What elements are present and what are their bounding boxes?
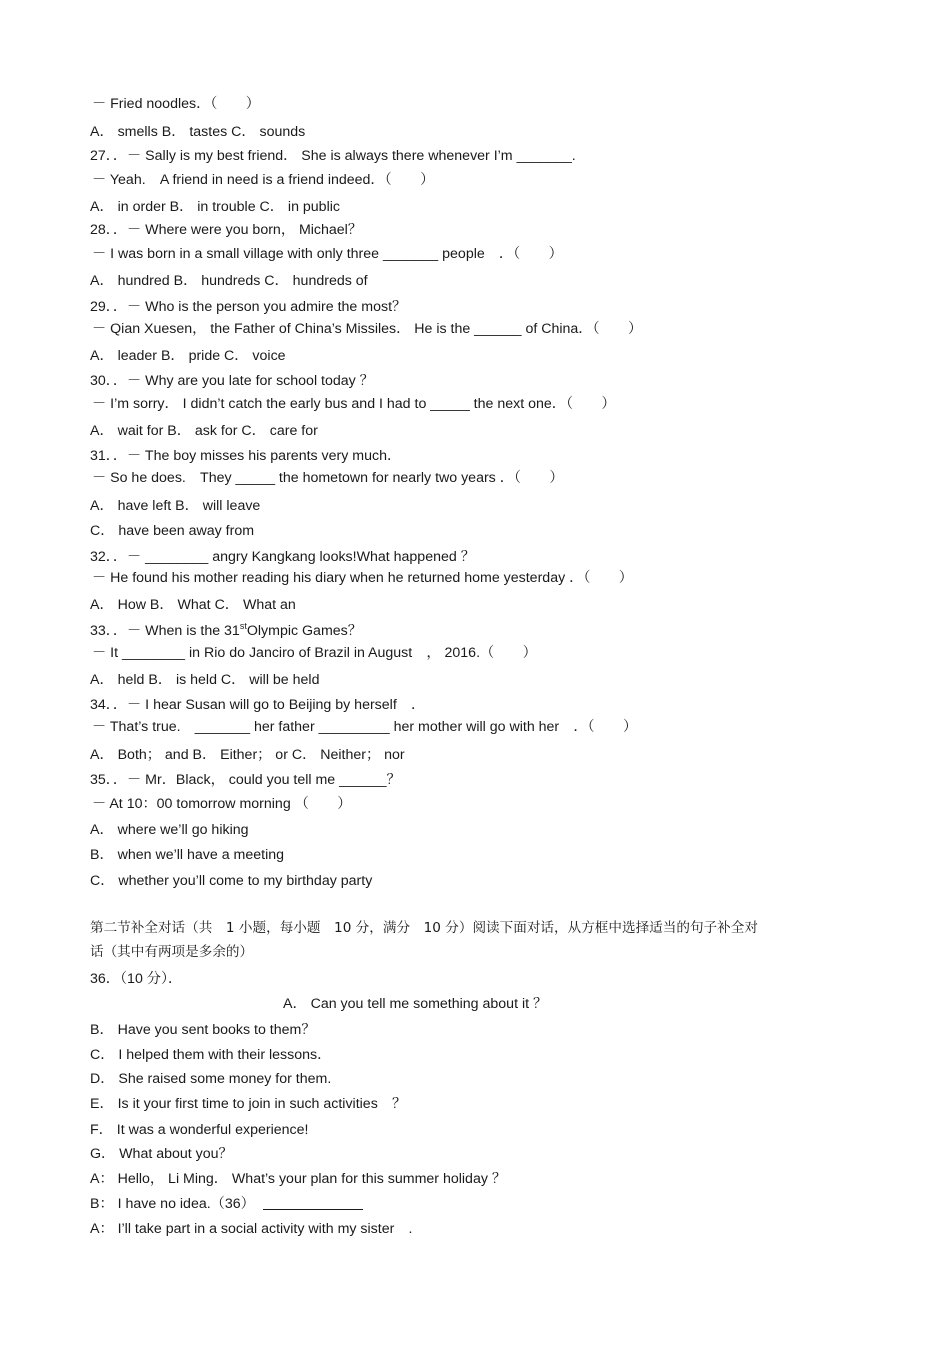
- text-line-22: [90, 622, 362, 640]
- text-line-20: － He found his mother reading his diary when he returned home yesterday ．（ ）: [92, 570, 633, 586]
- option-g: G． What about you？: [90, 1146, 233, 1162]
- text-line-25: 34．．－ I hear Susan will go to Beijing by herself ．: [90, 697, 426, 713]
- text-line-26: － That’s true. _______ her father _________ her mother will go with her ．（ ）: [92, 719, 638, 735]
- option-b: B． Have you sent books to them？: [90, 1022, 316, 1038]
- dialogue-line-1: A： Hello， Li Ming． What’s your plan for this summer holiday ？: [90, 1171, 507, 1187]
- text-line-04: － Yeah. A friend in need is a friend indeed．（ ）: [92, 172, 435, 188]
- answer-blank-36: [263, 1197, 363, 1210]
- text-line-10: － Qian Xuesen， the Father of China’s Missiles． He is the ______ of China．（ ）: [92, 321, 643, 337]
- text-line-28: 35．．－ Mr．Black， could you tell me ______？: [90, 772, 401, 788]
- dialogue-line-3: A： I’ll take part in a social activity with my sister .: [90, 1221, 413, 1237]
- text-line-24: A． held B． is held C． will be held: [90, 672, 320, 688]
- question-36-header: 36．（10 分）．: [90, 971, 183, 987]
- text-line-16: － So he does. They _____ the hometown for nearly two years ．（ ）: [92, 470, 564, 486]
- text-line-07: － I was born in a small village with only three _______ people ．（ ）: [92, 246, 563, 262]
- text-line-27: A． Both； and B． Either； or C． Neither； nor: [90, 747, 405, 763]
- text-line-23: － It ________ in Rio do Janciro of Brazil in August ， 2016.（ ）: [92, 645, 537, 661]
- option-e: E． Is it your first time to join in such activities ？: [90, 1096, 407, 1112]
- text-line-30: A． where we’ll go hiking: [90, 822, 249, 838]
- text-line-03: 27．．－ Sally is my best friend． She is always there whenever I’m _______.: [90, 148, 576, 164]
- option-f: F． It was a wonderful experience!: [90, 1122, 309, 1138]
- ordinal-suffix: st: [239, 621, 247, 631]
- q33-text-b: Olympic Games？: [246, 623, 362, 639]
- text-line-08: A． hundred B． hundreds C． hundreds of: [90, 273, 368, 289]
- section-heading-line2: 话（其中有两项是多余的）: [90, 944, 254, 960]
- text-line-32: C． whether you’ll come to my birthday party: [90, 873, 373, 889]
- text-line-05: A． in order B． in trouble C． in public: [90, 199, 340, 215]
- text-line-29: － At 10：00 tomorrow morning （ ）: [92, 796, 352, 812]
- text-line-14: A． wait for B． ask for C． care for: [90, 423, 318, 439]
- text-line-01: － Fried noodles．（ ）: [92, 96, 260, 112]
- text-line-17: A． have left B． will leave: [90, 498, 261, 514]
- option-d: D． She raised some money for them.: [90, 1071, 332, 1087]
- section-heading-line1: 第二节补全对话（共 1 小题，每小题 10 分，满分 10 分）阅读下面对话，从方框中选择适当的句子补全对: [90, 920, 758, 936]
- text-line-15: 31．．－ The boy misses his parents very much．: [90, 448, 402, 464]
- text-line-19: 32．．－ ________ angry Kangkang looks!What happened ？: [90, 549, 475, 565]
- text-line-18: C． have been away from: [90, 523, 255, 539]
- text-line-21: A． How B． What C． What an: [90, 597, 296, 613]
- text-line-09: 29．．－ Who is the person you admire the most？: [90, 299, 407, 315]
- option-a: A． Can you tell me something about it ？: [283, 996, 548, 1012]
- text-line-11: A． leader B． pride C． voice: [90, 348, 286, 364]
- dialogue-line-2-text: B： I have no idea.（36）: [90, 1196, 255, 1212]
- text-line-02: A． smells B． tastes C． sounds: [90, 124, 306, 140]
- q33-text-a: 33．．－ When is the 31: [90, 623, 240, 639]
- text-line-12: 30．．－ Why are you late for school today ？: [90, 373, 374, 389]
- text-line-31: B． when we’ll have a meeting: [90, 847, 284, 863]
- dialogue-line-2: [90, 1195, 363, 1213]
- text-line-13: － I’m sorry． I didn’t catch the early bus and I had to _____ the next one．（ ）: [92, 396, 616, 412]
- text-line-06: 28．．－ Where were you born， Michael？: [90, 222, 363, 238]
- option-c: C． I helped them with their lessons．: [90, 1047, 332, 1063]
